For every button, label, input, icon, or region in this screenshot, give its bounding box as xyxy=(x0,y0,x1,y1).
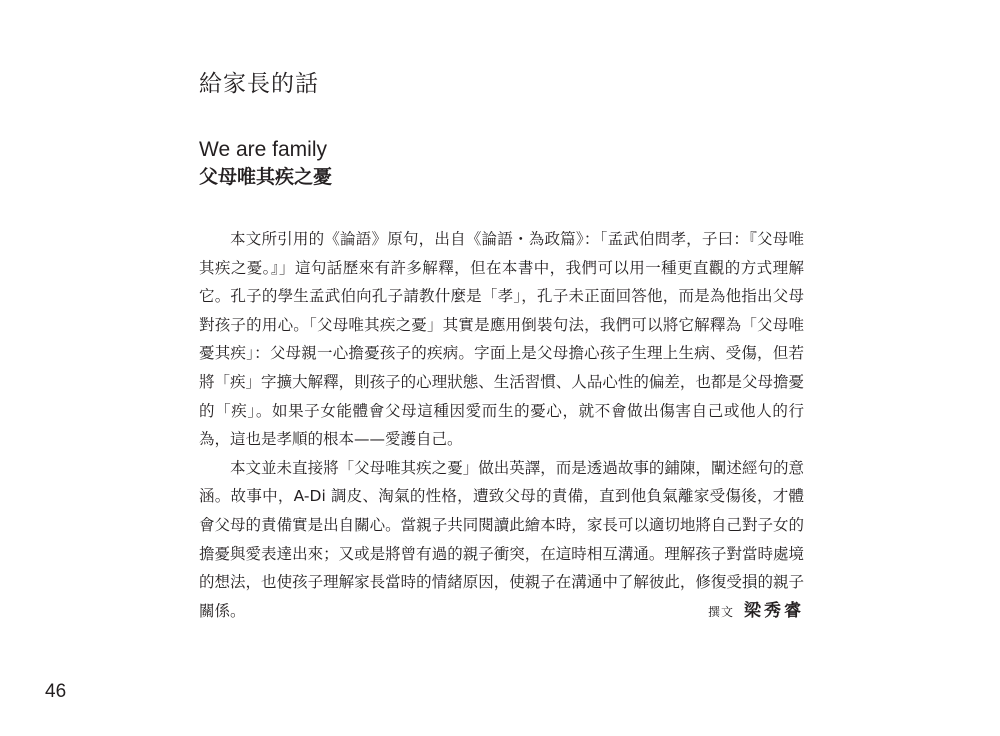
paragraph-1: 本文所引用的《論語》原句，出自《論語・為政篇》：「孟武伯問孝，子曰：『父母唯其疾之憂。』」這句話歷來有許多解釋，但在本書中，我們可以用一種更直觀的方式理解它。孔子的學生孟武伯向孔子請教什麼是「孝」，孔子未正面回答他，而是為他指出父母對孩子的用心。「父母唯其疾之憂」其實是應用倒裝句法，我們可以將它解釋為「父母唯憂其疾」：父母親一心擔憂孩子的疾病。字面上是父母擔心孩子生理上生病、受傷，但若將「疾」字擴大解釋，則孩子的心理狀態、生活習慣、人品心性的偏差，也都是父母擔憂的「疾」。如果子女能體會父母這種因愛而生的憂心，就不會做出傷害自己或他人的行為，這也是孝順的根本——愛護自己。 xyxy=(199,230,804,449)
chinese-subtitle: 父母唯其疾之憂 xyxy=(199,166,333,188)
byline-role: 撰文 xyxy=(707,604,734,619)
paragraph-2-text: 本文並未直接將「父母唯其疾之憂」做出英譯，而是透過故事的鋪陳，闡述經句的意涵。故事中，A-Di 調皮、淘氣的性格，遭致父母的責備，直到他負氣離家受傷後，才體會父母的責備實是出自關心。當親子共同閱讀此繪本時，家長可以適切地將自己對子女的擔憂與愛表達出來；又或是將曾有過的親子衝突，在這時相互溝通。理解孩子對當時處境的想法，也使孩子理解家長當時的情緒原因，使親子在溝通中了解彼此，修復受損的親子關係。 xyxy=(199,458,804,620)
english-subtitle: We are family xyxy=(199,138,327,161)
page-number: 46 xyxy=(45,681,67,702)
page-heading: 給家長的話 xyxy=(199,71,319,97)
author-byline xyxy=(677,597,804,627)
byline-author: 梁秀睿 xyxy=(744,600,804,621)
article-body xyxy=(199,225,804,626)
paragraph-2 xyxy=(199,454,804,626)
